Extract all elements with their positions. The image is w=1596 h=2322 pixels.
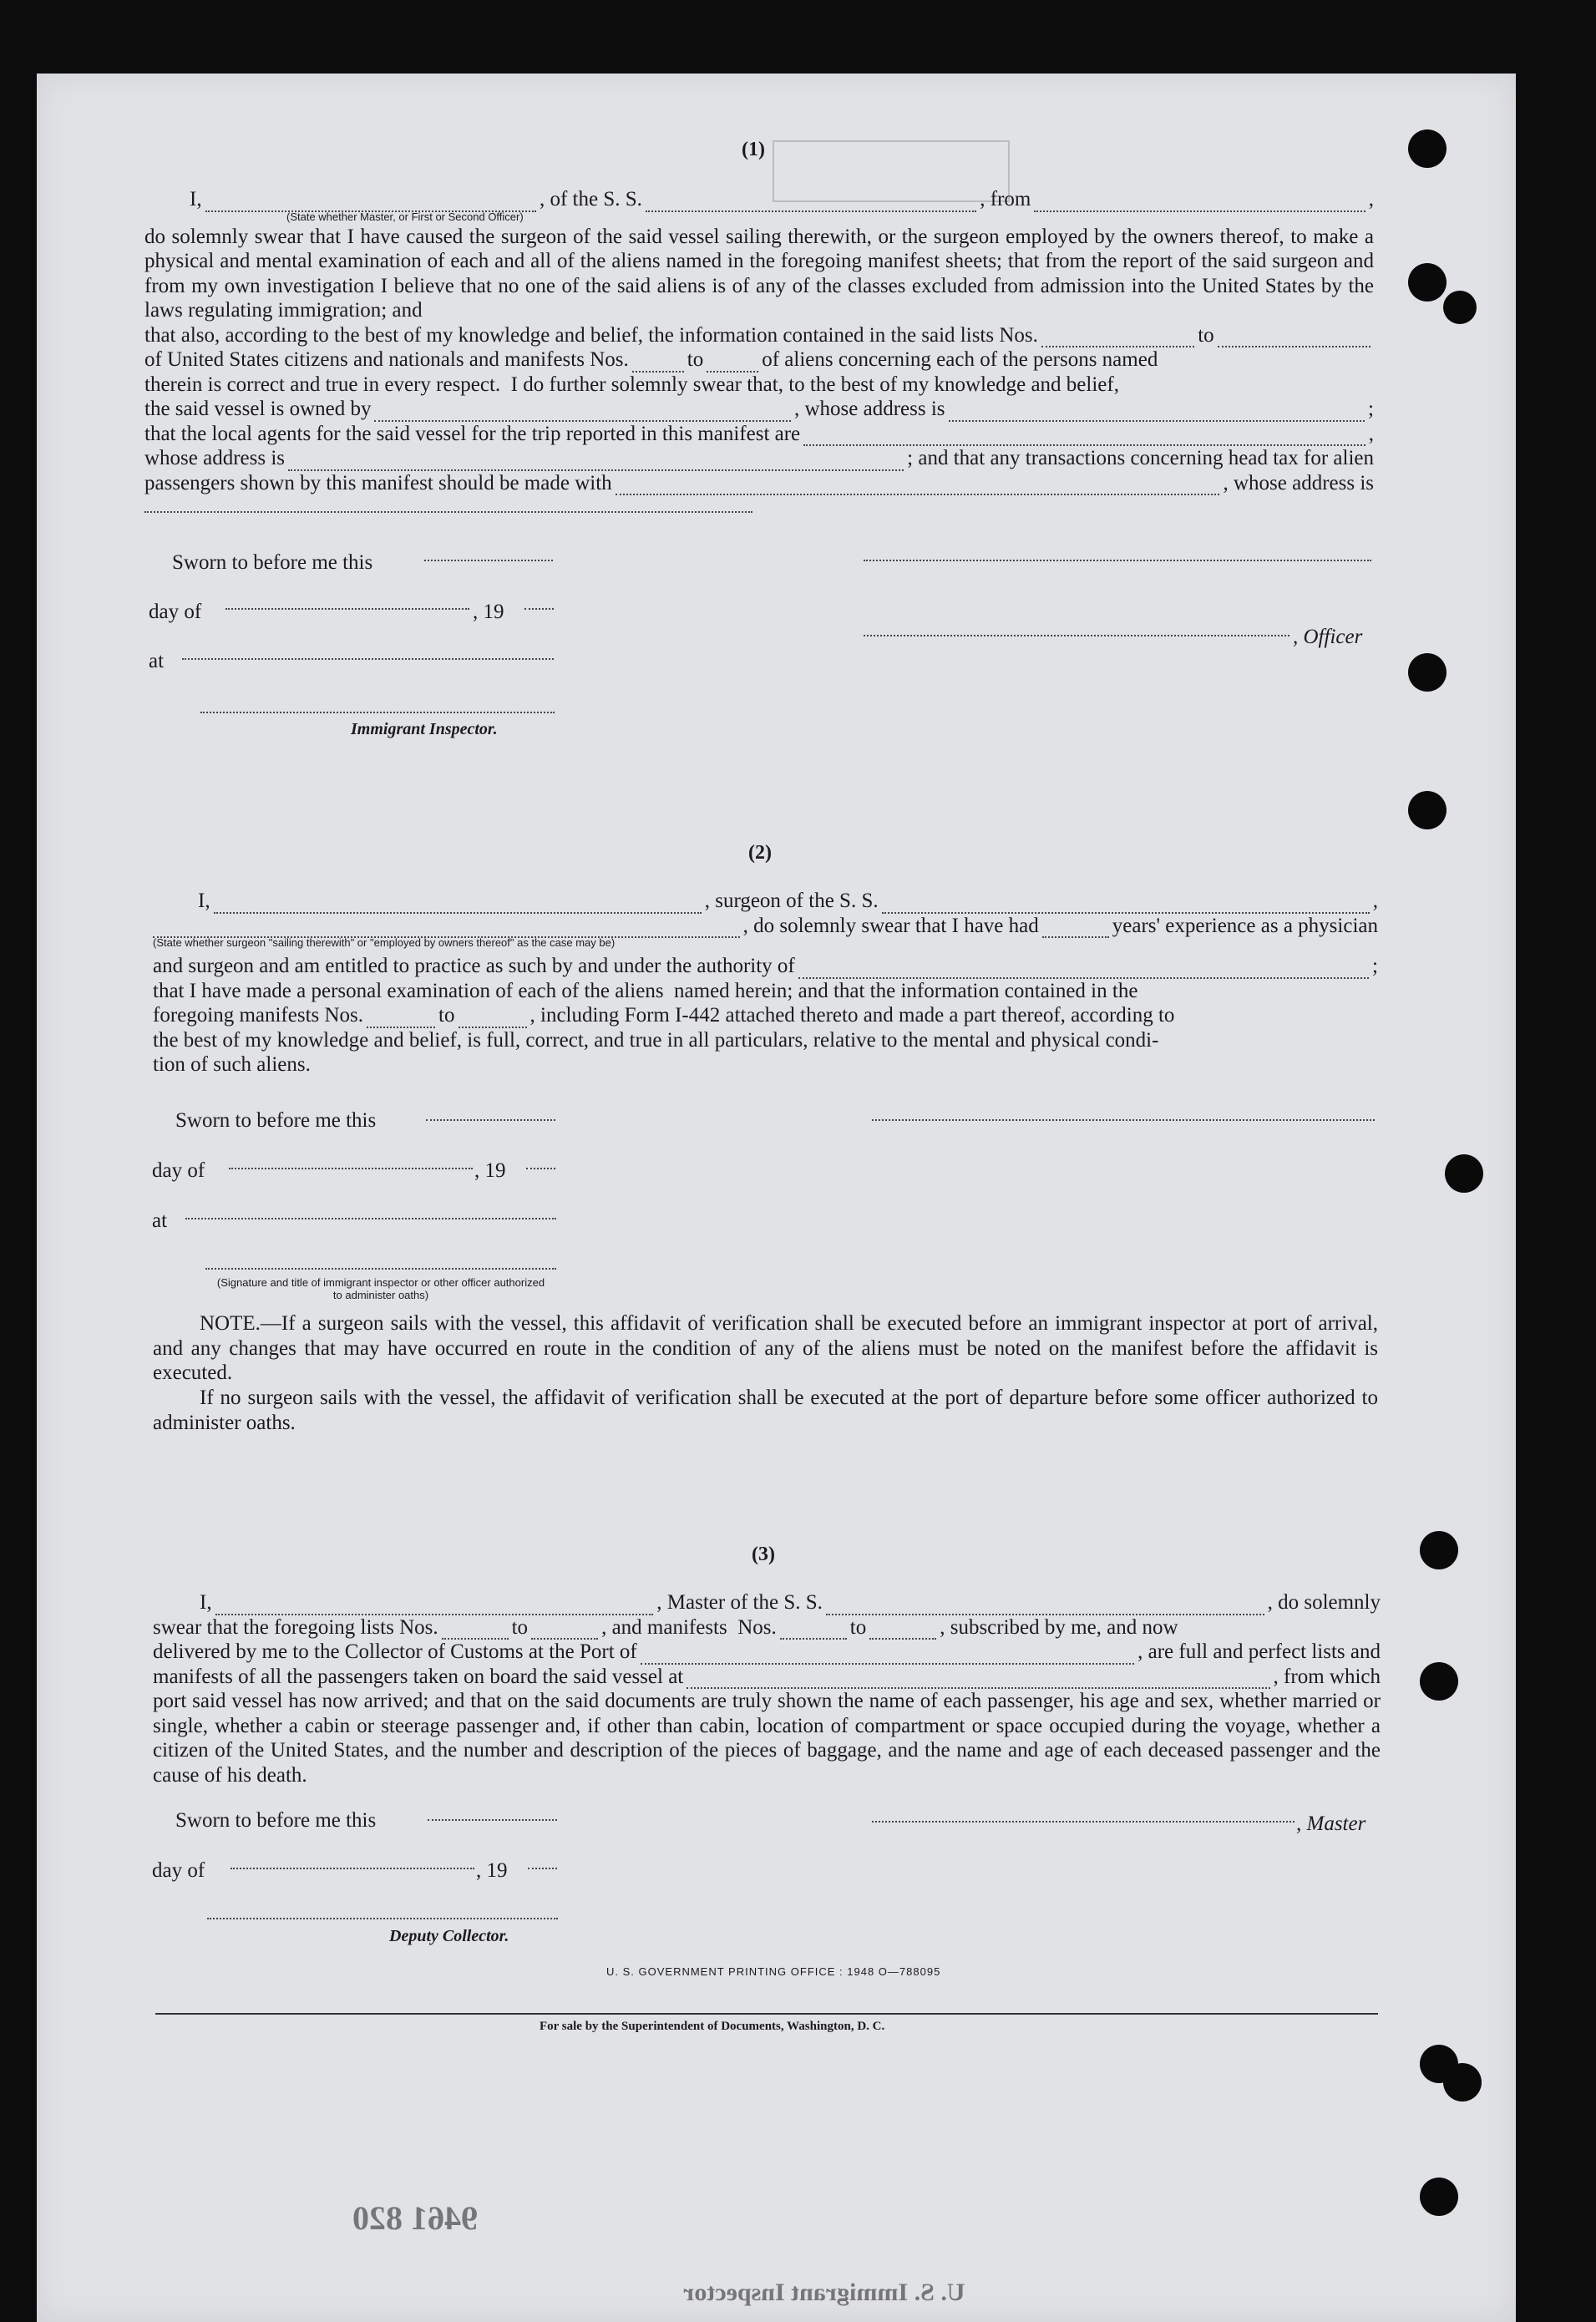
s2-tion: tion of such aliens.: [153, 1053, 311, 1076]
punch-hole: [1443, 291, 1477, 324]
punch-hole: [1420, 2178, 1458, 2216]
s2-note: [153, 1311, 1378, 1386]
s2-i: I,: [198, 890, 210, 912]
s3-month-field[interactable]: [231, 1868, 474, 1869]
s2-end: ,: [1372, 890, 1379, 912]
s1-pass-text: passengers shown by this manifest should be made with: [144, 471, 612, 494]
bleed-through-inspector-stamp: U. S. Immigrant Inspector: [683, 2279, 965, 2306]
s2-day-of: day of: [152, 1159, 205, 1182]
s1-pass-rest: , whose address is: [1223, 471, 1374, 494]
s2-manifests-from-field[interactable]: [367, 1011, 435, 1028]
s1-month-field[interactable]: [225, 608, 469, 610]
note-label: NOTE.: [200, 1312, 261, 1335]
punch-hole: [1408, 791, 1447, 829]
officer-caption: (State whether Master, or First or Second Officer): [286, 210, 524, 223]
head-tax-address-field[interactable]: [144, 495, 752, 513]
punch-hole: [1443, 2063, 1482, 2101]
s2-year-field[interactable]: [526, 1168, 555, 1169]
embarkation-port-field[interactable]: [687, 1671, 1269, 1689]
s2-signature-caption: (Signature and title of immigrant inspector or other officer authorized to administer oaths): [216, 1276, 545, 1301]
s3-paragraph: port said vessel has now arrived; and that on the said documents are truly shown the name of each passenger, his age and sex, whether married or single, whether a cabin or steerage passenger and, if other than cabin, location of compartment or space occupied during the voyage, whether a citizen of the United States, and the number and description of the pieces of baggage, and the name and age of each deceased passenger and the cause of his death.: [153, 1690, 1381, 1787]
s3-end: , do solemnly: [1267, 1591, 1381, 1614]
surgeon-status-field[interactable]: [153, 920, 740, 938]
s2-month-field[interactable]: [229, 1168, 473, 1169]
lists-to-field[interactable]: [1218, 330, 1371, 347]
s2-foregoing-rest: , including Form I-442 attached thereto and made a part thereof, according to: [529, 1004, 1175, 1027]
s1-i: I,: [190, 188, 202, 210]
s1-also-text: that also, according to the best of my knowledge and belief, the information contained in the said lists Nos.: [144, 323, 1038, 347]
s1-whose-text: whose address is: [144, 447, 286, 469]
s1-citizens-to: to: [687, 348, 704, 371]
surgeon-name-field[interactable]: [214, 896, 702, 914]
s1-inspector-signature-field[interactable]: [200, 712, 555, 713]
s1-officer-title-field[interactable]: [864, 635, 1289, 636]
head-tax-party-field[interactable]: [616, 478, 1220, 495]
punch-hole: [1445, 1154, 1483, 1193]
s3-taken: manifests of all the passengers taken on board the said vessel at: [153, 1665, 684, 1688]
s3-master-label: , Master: [1296, 1812, 1366, 1835]
s1-also-to: to: [1198, 323, 1214, 347]
s3-manifests: , and manifests Nos.: [601, 1615, 777, 1639]
s2-and-surgeon-end: ;: [1372, 955, 1378, 977]
section-1-body: [144, 187, 1374, 513]
s3-master: , Master of the S. S.: [656, 1591, 823, 1614]
s1-agents-text: that the local agents for the said vessel for the trip reported in this manifest are: [144, 422, 801, 445]
s2-personal: that I have made a personal examination of each of the aliens named herein; and that the information contained in the: [153, 979, 1138, 1002]
s3-subscribed: , subscribed by me, and now: [940, 1615, 1178, 1639]
s1-owned-address: , whose address is: [794, 398, 945, 420]
s2-years: years' experience as a physician: [1112, 914, 1378, 937]
port-from-field[interactable]: [1034, 195, 1365, 212]
s1-sworn: Sworn to before me this: [172, 551, 373, 574]
s3-deputy-signature-field[interactable]: [207, 1918, 558, 1919]
s3-i: I,: [200, 1591, 212, 1614]
s1-officer-signature-field[interactable]: [864, 560, 1371, 561]
s1-whose-rest: ; and that any transactions concerning head tax for alien: [907, 447, 1374, 469]
s3-to-2: to: [849, 1615, 867, 1639]
agents-address-field[interactable]: [288, 454, 904, 471]
section-1-number: (1): [742, 139, 765, 160]
s3-delivered: delivered by me to the Collector of Customs at the Port of: [153, 1640, 637, 1663]
s1-citizens-text: of United States citizens and nationals and manifests Nos.: [144, 348, 629, 371]
s1-owned-text: the said vessel is owned by: [144, 398, 372, 420]
section-2-body: [153, 889, 1378, 1077]
punch-hole: [1420, 1662, 1458, 1701]
s2-swear: , do solemnly swear that I have had: [742, 914, 1039, 937]
manifests-from-field[interactable]: [632, 355, 684, 373]
vessel-name-field[interactable]: [646, 195, 976, 212]
s1-citizens-rest: of aliens concerning each of the persons named: [762, 348, 1158, 371]
surgeon-caption: (State whether surgeon "sailing therewith" or "employed by owners thereof" as the case may be): [153, 936, 616, 949]
authority-field[interactable]: [798, 961, 1369, 979]
section-3-body: [153, 1590, 1381, 1787]
owner-address-field[interactable]: [949, 404, 1365, 422]
owner-field[interactable]: [374, 404, 791, 422]
punch-hole: [1408, 653, 1447, 692]
s3-manifests-from-field[interactable]: [780, 1622, 847, 1640]
s2-nineteen: , 19: [474, 1159, 506, 1182]
s1-year-field[interactable]: [524, 608, 554, 610]
note-text: —If a surgeon sails with the vessel, this affidavit of verification shall be executed before an immigrant inspector at port of arrival, and any changes that may have occurred en route in the condition of any of the aliens must be noted on the manifest before the affidavit is executed.: [153, 1312, 1378, 1384]
port-of-customs-field[interactable]: [641, 1647, 1134, 1665]
s3-master-signature-field[interactable]: [872, 1821, 1295, 1823]
s1-of-ss: , of the S. S.: [539, 188, 642, 210]
s2-foregoing-to: to: [438, 1004, 455, 1027]
manifests-to-field[interactable]: [707, 355, 758, 373]
s3-sworn-date-field[interactable]: [428, 1819, 557, 1821]
s1-at: at: [149, 650, 165, 672]
s3-lists-to-field[interactable]: [531, 1622, 598, 1640]
punch-hole: [1408, 263, 1447, 302]
s3-deputy-label: Deputy Collector.: [389, 1927, 509, 1945]
s2-official-signature-field[interactable]: [205, 1268, 556, 1270]
agents-field[interactable]: [803, 428, 1365, 446]
officer-name-field[interactable]: [205, 195, 536, 212]
s1-place-field[interactable]: [182, 658, 554, 660]
s2-vessel-field[interactable]: [882, 896, 1370, 914]
gpo-imprint: U. S. GOVERNMENT PRINTING OFFICE : 1948 O—788095: [606, 1965, 941, 1978]
s3-manifests-to-field[interactable]: [869, 1622, 936, 1640]
s1-officer-label: , Officer: [1293, 626, 1363, 648]
punch-hole: [1420, 1531, 1458, 1569]
s3-sworn: Sworn to before me this: [175, 1809, 377, 1832]
s2-and-surgeon: and surgeon and am entitled to practice as such by and under the authority of: [153, 955, 795, 977]
s1-inspector-label: Immigrant Inspector.: [351, 720, 498, 738]
years-experience-field[interactable]: [1042, 920, 1109, 938]
s1-nineteen: , 19: [473, 601, 504, 623]
s2-surgeon: , surgeon of the S. S.: [704, 890, 879, 912]
punch-hole: [1408, 129, 1447, 168]
section-2-number: (2): [748, 842, 772, 864]
s3-nineteen: , 19: [476, 1859, 508, 1882]
sale-notice: For sale by the Superintendent of Documents, Washington, D. C.: [540, 2020, 885, 2033]
s1-end: ,: [1368, 188, 1374, 210]
s3-day-of: day of: [152, 1859, 205, 1882]
s1-day-of: day of: [149, 601, 202, 623]
s2-note-2: If no surgeon sails with the vessel, the affidavit of verification shall be executed at the port of departure before some officer authorized to administer oaths.: [153, 1387, 1378, 1434]
s3-delivered-rest: , are full and perfect lists and: [1137, 1640, 1381, 1663]
bleed-through-date-stamp: 9461 820: [352, 2199, 478, 2237]
s1-from: , from: [980, 188, 1031, 210]
s2-surgeon-signature-field[interactable]: [872, 1119, 1375, 1121]
s3-year-field[interactable]: [528, 1868, 557, 1869]
s3-swear: swear that the foregoing lists Nos.: [153, 1615, 438, 1639]
s1-owned-end: ;: [1368, 398, 1374, 420]
s3-taken-rest: , from which: [1273, 1665, 1381, 1688]
s1-therein: therein is correct and true in every respect. I do further solemnly swear that, to the best of my knowledge and belief,: [144, 373, 1119, 396]
s3-vessel-field[interactable]: [826, 1598, 1264, 1615]
s2-at: at: [152, 1209, 168, 1232]
s2-place-field[interactable]: [185, 1218, 556, 1219]
s1-agents-end: ,: [1368, 422, 1374, 445]
section-3-number: (3): [752, 1544, 775, 1565]
master-name-field[interactable]: [215, 1598, 654, 1615]
s2-best: the best of my knowledge and belief, is full, correct, and true in all particulars, relative to the mental and physical condi-: [153, 1028, 1159, 1052]
s1-paragraph: do solemnly swear that I have caused the surgeon of the said vessel sailing therewith, or the surgeon employed by the owners thereof, to make a physical and mental examination of each and all of the aliens named in the foregoing manifest sheets; that from the report of the said surgeon and from my own investigation I believe that no one of the said aliens is of any of the classes excluded from admission into the United States by the laws regulating immigration; and: [144, 225, 1374, 322]
footer-rule: [155, 2013, 1378, 2015]
s2-manifests-to-field[interactable]: [459, 1011, 527, 1028]
s2-sworn: Sworn to before me this: [175, 1109, 377, 1132]
s3-to-1: to: [511, 1615, 529, 1639]
lists-from-field[interactable]: [1041, 330, 1194, 347]
s3-lists-from-field[interactable]: [442, 1622, 509, 1640]
s2-sworn-date-field[interactable]: [426, 1119, 555, 1121]
s2-foregoing: foregoing manifests Nos.: [153, 1004, 364, 1027]
s1-sworn-date-field[interactable]: [424, 560, 553, 561]
